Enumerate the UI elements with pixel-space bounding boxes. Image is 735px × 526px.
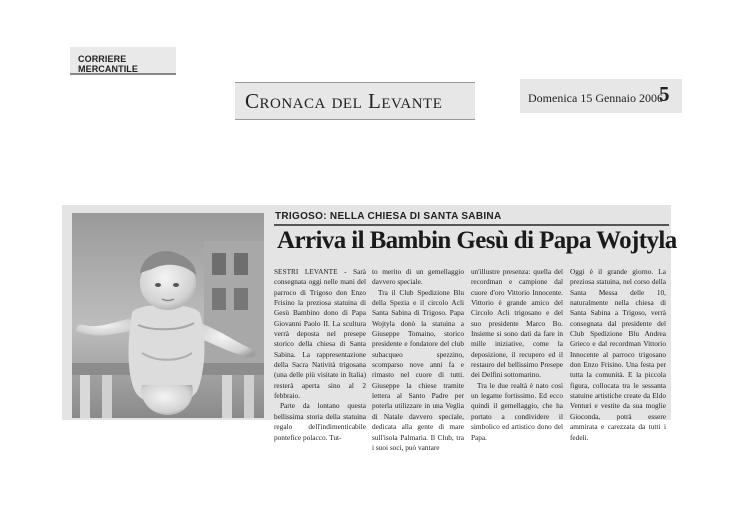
article-column-2 (372, 267, 464, 453)
publication-masthead (70, 47, 176, 75)
column-3-paragraph-2: Tra le due realtà è nato così un legame fortissimo. Ed ecco quindi il gemellaggio, che ha portato a condividere il simbolico ed artistico dono del Papa. (471, 380, 563, 442)
column-1-paragraph-2: Parte da lontano questa bellissima storia della statuina regalo dell'indimenticabile pontefice polacco. Tut- (274, 401, 366, 442)
publication-name: CORRIERE MERCANTILE (78, 54, 138, 74)
column-4-paragraph-1: Oggi è il grande giorno. La preziosa statuina, nel corso della Santa Messa delle 10, naturalmente nella chiesa di Santa Sabina a Trigoso, verrà consegnata dal presidente del Club Spedizione Blu Andrea Grieco e dal recordman Vittorio Innocente al parroco trigosano don Enzo Frisino. Una festa per tutta la comunità. E la piccola figura, collocata tra le sessanta statuine artistiche create da Eldo Venturi e vestite da sua moglie Gioconda, potrà essere ammirata e carezzata da tutti i fedeli. (570, 267, 666, 442)
article-column-4 (570, 267, 666, 443)
article-column-3 (471, 267, 563, 443)
article-clipping (62, 205, 677, 452)
headline-divider (274, 224, 669, 226)
article-photo (72, 213, 264, 418)
column-3-paragraph-1: un'illustre presenza: quella del recordman e campione dal cuore d'oro Vittorio Innocente. Vittorio è grande amico del Circolo Acli trigosano e del suo presidente Marco Bo. Insieme si sono dati da fare in mille iniziative, come la deposizione, il recupero ed il restauro del bellissimo Presepe dei Delfini sottomarino. (471, 267, 563, 380)
column-2-paragraph-1: to merito di un gemellaggio davvero speciale. (372, 267, 464, 287)
column-2-paragraph-2: Tra il Club Spedizione Blu della Spezia e il circolo Acli Santa Sabina di Trigoso. Papa Wojtyla donò la statuina a Giuseppe Tomaino, storico presidente e fondatore del club subacqueo spezzino, scomparso nove anni fa e rimasto nel cuore di tutti. Giuseppe la chiese tramite lettera al Santo Padre per poterla utilizzare in una Veglia di Natale davvero speciale, dedicata alla gente di mare sull'isola Palmaria. Il Club, tra i suoi soci, può vantare (372, 287, 464, 452)
section-header (235, 82, 475, 120)
page-number: 5 (659, 82, 670, 106)
baby-jesus-statue-image (72, 213, 264, 418)
article-column-1 (274, 267, 366, 443)
article-headline: Arriva il Bambin Gesù di Papa Wojtyla (277, 227, 677, 254)
section-title: Cronaca del Levante (245, 89, 443, 113)
column-1-paragraph-1: SESTRI LEVANTE - Sarà consegnata oggi nelle mani del parroco di Trigoso don Enzo Frisino la preziosa statuina di Gesù Bambino dono di Papa Giovanni Paolo II. La scultura verrà deposta nel presepe storico della chiesa di Santa Sabina. La rappresentazione della Sacra Natività trigosana (una delle più visitate in Italia) resterà aperta sino al 2 febbraio. (274, 267, 366, 401)
article-kicker: TRIGOSO: NELLA CHIESA DI SANTA SABINA (275, 211, 502, 222)
issue-date: Domenica 15 Gennaio 2006 (528, 91, 663, 105)
date-header (520, 79, 682, 113)
